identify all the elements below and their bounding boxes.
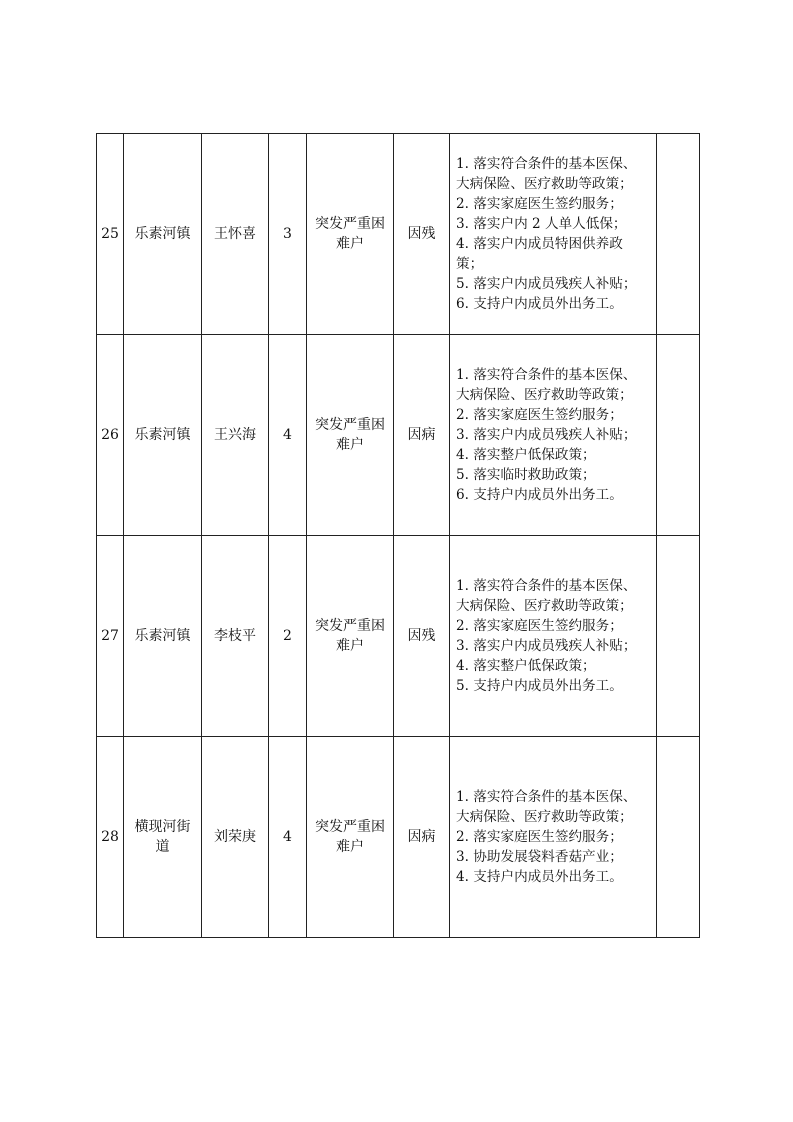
- measures-cell: [450, 737, 657, 938]
- household-type-cell: 突发严重困 难户: [307, 737, 394, 938]
- measure-item: 4. 落实户内成员特困供养政 策；: [456, 236, 623, 272]
- measure-item: 5. 落实户内成员残疾人补贴；: [456, 276, 637, 292]
- household-type-cell: 突发严重困 难户: [307, 536, 394, 737]
- measure-item: 4. 落实整户低保政策；: [456, 658, 596, 674]
- measure-item: 3. 落实户内 2 人单人低保；: [456, 216, 627, 232]
- measure-item: 1. 落实符合条件的基本医保、 大病保险、医疗救助等政策；: [456, 367, 637, 403]
- measure-item: 2. 落实家庭医生签约服务；: [456, 829, 623, 845]
- measure-item: 4. 支持户内成员外出务工。: [456, 869, 623, 885]
- cause-cell: 因病: [394, 737, 450, 938]
- assistance-table: [96, 133, 700, 938]
- row-number-cell: 28: [97, 737, 124, 938]
- table-row: [97, 335, 700, 536]
- row-number-cell: 25: [97, 134, 124, 335]
- remark-cell: [657, 536, 700, 737]
- table-row: [97, 134, 700, 335]
- measure-item: 2. 落实家庭医生签约服务；: [456, 407, 623, 423]
- measure-item: 3. 协助发展袋料香菇产业；: [456, 849, 623, 865]
- household-type-cell: 突发严重困 难户: [307, 134, 394, 335]
- measure-item: 4. 落实整户低保政策；: [456, 447, 596, 463]
- household-type-cell: 突发严重困 难户: [307, 335, 394, 536]
- measures-cell: [450, 134, 657, 335]
- cause-cell: 因残: [394, 134, 450, 335]
- household-size-cell: 3: [269, 134, 307, 335]
- household-head-cell: 刘荣庚: [202, 737, 269, 938]
- remark-cell: [657, 134, 700, 335]
- town-cell: 乐素河镇: [124, 536, 202, 737]
- measure-item: 2. 落实家庭医生签约服务；: [456, 618, 623, 634]
- measure-item: 6. 支持户内成员外出务工。: [456, 296, 623, 312]
- household-size-cell: 2: [269, 536, 307, 737]
- measures-cell: [450, 536, 657, 737]
- measure-item: 1. 落实符合条件的基本医保、 大病保险、医疗救助等政策；: [456, 789, 637, 825]
- household-head-cell: 李枝平: [202, 536, 269, 737]
- table-row: [97, 536, 700, 737]
- town-cell: 乐素河镇: [124, 335, 202, 536]
- household-head-cell: 王怀喜: [202, 134, 269, 335]
- measure-item: 3. 落实户内成员残疾人补贴；: [456, 638, 637, 654]
- row-number-cell: 27: [97, 536, 124, 737]
- measures-cell: [450, 335, 657, 536]
- household-head-cell: 王兴海: [202, 335, 269, 536]
- household-size-cell: 4: [269, 737, 307, 938]
- measure-item: 5. 支持户内成员外出务工。: [456, 678, 623, 694]
- town-cell: 乐素河镇: [124, 134, 202, 335]
- measure-item: 6. 支持户内成员外出务工。: [456, 487, 623, 503]
- measure-item: 3. 落实户内成员残疾人补贴；: [456, 427, 637, 443]
- row-number-cell: 26: [97, 335, 124, 536]
- cause-cell: 因残: [394, 536, 450, 737]
- town-cell: 横现河街 道: [124, 737, 202, 938]
- remark-cell: [657, 335, 700, 536]
- measure-item: 5. 落实临时救助政策；: [456, 467, 596, 483]
- table-row: [97, 737, 700, 938]
- measure-item: 2. 落实家庭医生签约服务；: [456, 196, 623, 212]
- household-size-cell: 4: [269, 335, 307, 536]
- measure-item: 1. 落实符合条件的基本医保、 大病保险、医疗救助等政策；: [456, 156, 637, 192]
- remark-cell: [657, 737, 700, 938]
- cause-cell: 因病: [394, 335, 450, 536]
- measure-item: 1. 落实符合条件的基本医保、 大病保险、医疗救助等政策；: [456, 578, 637, 614]
